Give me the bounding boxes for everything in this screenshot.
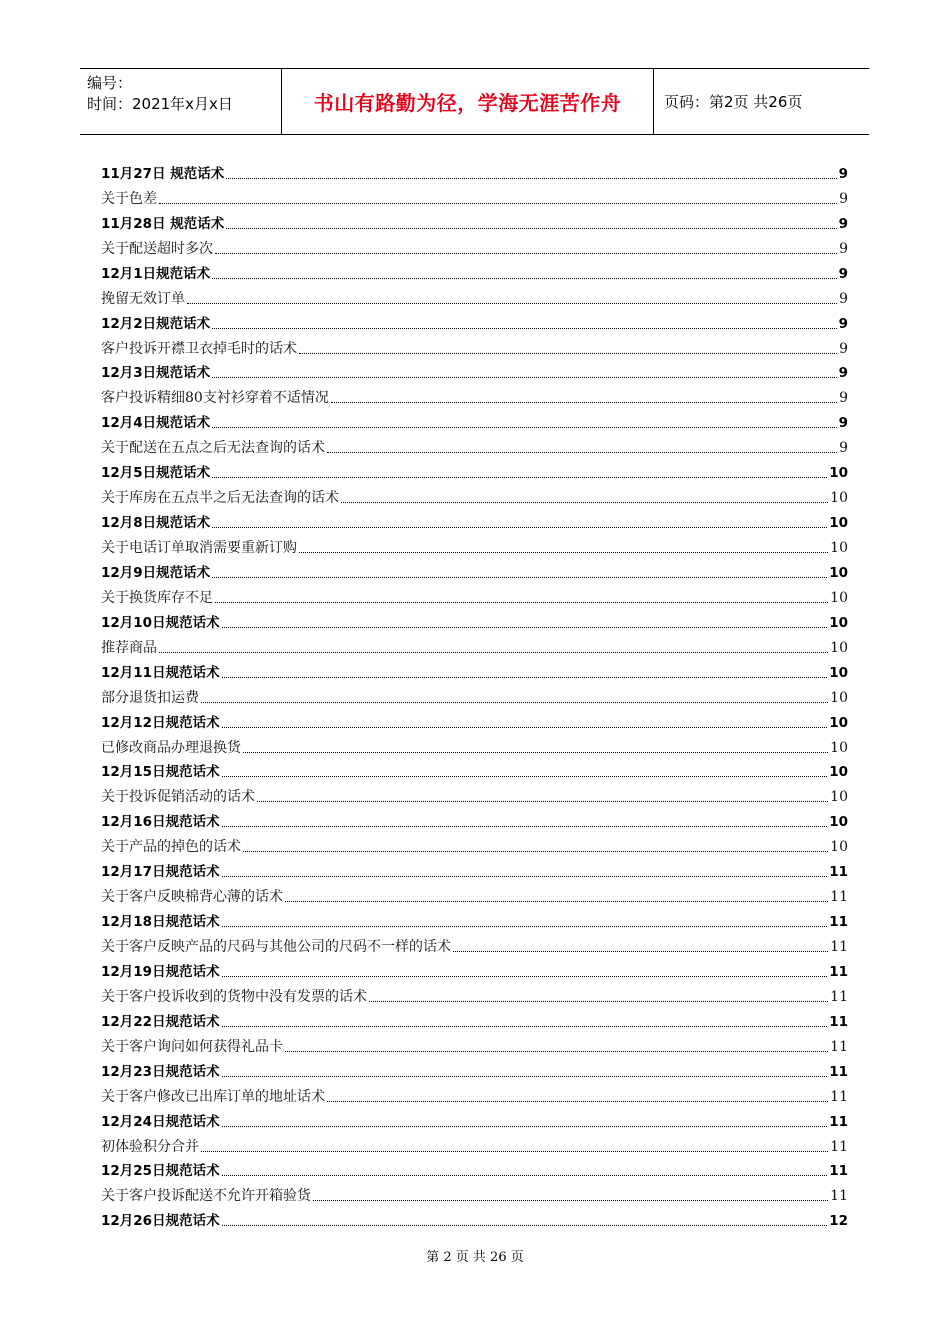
- toc-entry-page-number: 10: [830, 540, 848, 556]
- document-number-label: 编号：: [87, 74, 133, 92]
- toc-dot-leader: [331, 402, 837, 403]
- toc-dot-leader: [285, 1051, 828, 1052]
- toc-entry-heading[interactable]: [101, 1056, 848, 1081]
- toc-entry-title: 12月18日规范话术: [101, 914, 220, 931]
- toc-dot-leader: [222, 776, 828, 777]
- toc-entry-page-number: 10: [829, 614, 848, 631]
- toc-entry-title: 部分退货扣运费: [101, 689, 199, 706]
- toc-entry-subheading[interactable]: [101, 382, 848, 407]
- toc-entry-page-number: 9: [838, 415, 848, 432]
- toc-dot-leader: [159, 203, 837, 204]
- header-motto: 书山有路勤为径，学海无涯苦作舟: [281, 69, 654, 134]
- toc-dot-leader: [212, 477, 827, 478]
- toc-entry-subheading[interactable]: [101, 931, 848, 956]
- toc-dot-leader: [215, 602, 828, 603]
- toc-entry-title: 关于客户反映产品的尺码与其他公司的尺码不一样的话术: [101, 939, 451, 955]
- toc-entry-subheading[interactable]: [101, 732, 848, 757]
- toc-entry-page-number: 9: [839, 340, 848, 357]
- toc-entry-page-number: 10: [830, 789, 848, 806]
- toc-entry-heading[interactable]: [101, 1106, 848, 1131]
- toc-dot-leader: [201, 1151, 828, 1152]
- toc-entry-page-number: 9: [839, 390, 848, 407]
- toc-dot-leader: [327, 1101, 828, 1102]
- toc-dot-leader: [201, 702, 828, 703]
- toc-entry-page-number: 10: [829, 515, 848, 532]
- toc-entry-subheading[interactable]: [101, 1180, 848, 1205]
- toc-entry-title: 关于库房在五点半之后无法查询的话术: [101, 490, 339, 507]
- toc-entry-title: 12月26日规范话术: [101, 1213, 220, 1230]
- toc-entry-heading[interactable]: [101, 358, 848, 383]
- toc-entry-heading[interactable]: [101, 657, 848, 682]
- toc-entry-heading[interactable]: [101, 208, 848, 233]
- toc-dot-leader: [212, 377, 836, 378]
- toc-entry-title: 11月28日 规范话术: [101, 215, 225, 232]
- toc-entry-subheading[interactable]: [101, 333, 848, 358]
- toc-entry-title: 关于客户修改已出库订单的地址话术: [101, 1088, 325, 1105]
- toc-entry-title: 12月4日规范话术: [101, 415, 211, 432]
- toc-entry-page-number: 10: [829, 564, 848, 581]
- toc-entry-subheading[interactable]: [101, 781, 848, 806]
- toc-entry-title: 12月9日规范话术: [101, 564, 211, 581]
- toc-dot-leader: [299, 552, 828, 553]
- toc-entry-subheading[interactable]: [101, 283, 848, 308]
- toc-entry-page-number: 10: [830, 639, 848, 656]
- toc-entry-page-number: 11: [829, 1063, 848, 1080]
- toc-entry-subheading[interactable]: [101, 831, 848, 856]
- toc-entry-title: 12月23日规范话术: [101, 1063, 220, 1080]
- toc-entry-page-number: 11: [830, 1038, 848, 1055]
- toc-entry-page-number: 11: [830, 889, 848, 906]
- toc-entry-page-number: 9: [839, 190, 848, 207]
- toc-entry-title: 关于换货库存不足: [101, 589, 213, 606]
- toc-dot-leader: [212, 527, 827, 528]
- toc-dot-leader: [222, 1175, 828, 1176]
- toc-entry-page-number: 10: [829, 714, 848, 731]
- toc-entry-title: 12月16日规范话术: [101, 814, 220, 831]
- document-time-label: 时间：2021年x月x日: [87, 95, 233, 113]
- toc-entry-title: 关于产品的掉色的话术: [101, 839, 241, 856]
- toc-entry-subheading[interactable]: [101, 532, 848, 557]
- toc-entry-subheading[interactable]: [101, 1031, 848, 1056]
- toc-entry-heading[interactable]: [101, 407, 848, 432]
- toc-entry-page-number: 11: [830, 1138, 848, 1155]
- toc-entry-title: 12月1日规范话术: [101, 265, 211, 282]
- toc-entry-page-number: 9: [838, 315, 848, 332]
- toc-entry-page-number: 11: [830, 939, 848, 955]
- toc-dot-leader: [226, 178, 836, 179]
- toc-entry-page-number: 10: [830, 689, 848, 706]
- toc-entry-page-number: 11: [829, 963, 848, 980]
- toc-entry-page-number: 9: [838, 215, 848, 232]
- toc-dot-leader: [222, 677, 828, 678]
- toc-dot-leader: [222, 627, 828, 628]
- toc-entry-subheading[interactable]: [101, 233, 848, 258]
- toc-dot-leader: [243, 752, 828, 753]
- toc-entry-page-number: 11: [829, 864, 848, 881]
- toc-entry-heading[interactable]: [101, 507, 848, 532]
- toc-entry-title: 12月19日规范话术: [101, 963, 220, 980]
- toc-dot-leader: [327, 452, 837, 453]
- toc-entry-heading[interactable]: [101, 457, 848, 482]
- toc-dot-leader: [341, 502, 828, 503]
- toc-dot-leader: [212, 278, 836, 279]
- toc-entry-page-number: 10: [829, 465, 848, 482]
- toc-entry-heading[interactable]: [101, 806, 848, 831]
- toc-entry-title: 12月11日规范话术: [101, 664, 220, 681]
- toc-entry-page-number: 10: [829, 764, 848, 781]
- toc-dot-leader: [159, 652, 828, 653]
- toc-entry-heading[interactable]: [101, 557, 848, 582]
- toc-entry-page-number: 11: [830, 1088, 848, 1105]
- toc-entry-page-number: 10: [830, 589, 848, 606]
- toc-entry-page-number: 11: [829, 1113, 848, 1130]
- toc-entry-page-number: 11: [830, 1188, 848, 1205]
- toc-entry-title: 12月24日规范话术: [101, 1113, 220, 1130]
- toc-entry-title: 推荐商品: [101, 639, 157, 656]
- page-header: [80, 68, 869, 135]
- header-meta: [80, 69, 281, 134]
- toc-entry-page-number: 11: [829, 914, 848, 931]
- table-of-contents: [101, 158, 848, 1230]
- toc-entry-heading[interactable]: [101, 956, 848, 981]
- toc-entry-page-number: 9: [838, 165, 848, 182]
- toc-entry-heading[interactable]: [101, 1006, 848, 1031]
- toc-entry-heading[interactable]: [101, 856, 848, 881]
- toc-entry-subheading[interactable]: [101, 682, 848, 707]
- toc-dot-leader: [299, 353, 837, 354]
- toc-entry-title: 已修改商品办理退换货: [101, 739, 241, 756]
- toc-entry-heading[interactable]: [101, 158, 848, 183]
- toc-dot-leader: [222, 876, 828, 877]
- toc-entry-page-number: 10: [830, 839, 848, 856]
- toc-entry-subheading[interactable]: [101, 482, 848, 507]
- toc-entry-page-number: 11: [829, 1163, 848, 1180]
- toc-dot-leader: [222, 826, 828, 827]
- toc-entry-title: 客户投诉开襟卫衣掉毛时的话术: [101, 340, 297, 357]
- toc-entry-subheading[interactable]: [101, 881, 848, 906]
- toc-dot-leader: [222, 1026, 828, 1027]
- toc-entry-title: 关于客户投诉收到的货物中没有发票的话术: [101, 988, 367, 1005]
- toc-dot-leader: [222, 1225, 828, 1226]
- toc-entry-page-number: 10: [829, 664, 848, 681]
- toc-entry-subheading[interactable]: [101, 432, 848, 457]
- toc-entry-heading[interactable]: [101, 607, 848, 632]
- toc-entry-heading[interactable]: [101, 757, 848, 782]
- toc-dot-leader: [285, 901, 828, 902]
- toc-entry-title: 12月12日规范话术: [101, 714, 220, 731]
- toc-dot-leader: [215, 253, 837, 254]
- toc-entry-page-number: 9: [839, 440, 848, 457]
- toc-entry-heading[interactable]: [101, 258, 848, 283]
- toc-entry-title: 12月10日规范话术: [101, 614, 220, 631]
- toc-entry-subheading[interactable]: [101, 582, 848, 607]
- toc-dot-leader: [212, 427, 836, 428]
- toc-entry-heading[interactable]: [101, 707, 848, 732]
- toc-entry-title: 关于配送超时多次: [101, 240, 213, 257]
- toc-entry-subheading[interactable]: [101, 632, 848, 657]
- toc-entry-subheading[interactable]: [101, 1131, 848, 1156]
- toc-entry-page-number: 9: [838, 265, 848, 282]
- toc-entry-title: 关于色差: [101, 190, 157, 207]
- toc-entry-page-number: 10: [829, 814, 848, 831]
- toc-entry-subheading[interactable]: [101, 1081, 848, 1106]
- toc-entry-title: 12月25日规范话术: [101, 1163, 220, 1180]
- toc-entry-title: 12月8日规范话术: [101, 515, 211, 532]
- toc-entry-page-number: 10: [830, 739, 848, 756]
- toc-entry-page-number: 9: [838, 365, 848, 382]
- toc-dot-leader: [453, 951, 828, 952]
- toc-entry-title: 12月2日规范话术: [101, 315, 211, 332]
- toc-dot-leader: [222, 727, 828, 728]
- toc-entry-title: 挽留无效订单: [101, 290, 185, 307]
- toc-entry-title: 关于投诉促销活动的话术: [101, 789, 255, 806]
- toc-dot-leader: [222, 976, 828, 977]
- toc-dot-leader: [226, 228, 836, 229]
- toc-entry-title: 客户投诉精细80支衬衫穿着不适情况: [101, 390, 329, 407]
- toc-entry-page-number: 9: [839, 290, 848, 307]
- toc-entry-subheading[interactable]: [101, 183, 848, 208]
- toc-entry-title: 关于电话订单取消需要重新订购: [101, 540, 297, 556]
- toc-dot-leader: [222, 1076, 828, 1077]
- toc-dot-leader: [369, 1001, 828, 1002]
- toc-entry-title: 关于客户投诉配送不允许开箱验货: [101, 1188, 311, 1205]
- toc-entry-title: 初体验积分合并: [101, 1138, 199, 1155]
- page-footer: 第 2 页 共 26 页: [426, 1250, 524, 1265]
- toc-entry-heading[interactable]: [101, 906, 848, 931]
- toc-entry-page-number: 12: [829, 1213, 848, 1230]
- toc-entry-subheading[interactable]: [101, 981, 848, 1006]
- toc-entry-heading[interactable]: [101, 1156, 848, 1181]
- toc-entry-title: 12月17日规范话术: [101, 864, 220, 881]
- toc-entry-title: 12月5日规范话术: [101, 465, 211, 482]
- header-page-info: 页码：第2页 共26页: [664, 93, 803, 111]
- toc-entry-page-number: 10: [830, 490, 848, 507]
- toc-dot-leader: [243, 851, 828, 852]
- toc-dot-leader: [257, 801, 828, 802]
- toc-entry-title: 12月15日规范话术: [101, 764, 220, 781]
- toc-dot-leader: [212, 577, 827, 578]
- toc-entry-heading[interactable]: [101, 308, 848, 333]
- toc-entry-title: 关于配送在五点之后无法查询的话术: [101, 440, 325, 457]
- toc-dot-leader: [313, 1200, 828, 1201]
- toc-entry-title: 关于客户询问如何获得礼品卡: [101, 1038, 283, 1055]
- toc-dot-leader: [222, 926, 828, 927]
- toc-entry-title: 12月22日规范话术: [101, 1013, 220, 1030]
- toc-entry-title: 11月27日 规范话术: [101, 165, 225, 182]
- toc-entry-title: 关于客户反映棉背心薄的话术: [101, 889, 283, 906]
- toc-entry-page-number: 11: [829, 1013, 848, 1030]
- toc-dot-leader: [212, 328, 836, 329]
- toc-dot-leader: [187, 303, 837, 304]
- toc-entry-page-number: 9: [839, 240, 848, 257]
- toc-entry-page-number: 11: [830, 988, 848, 1005]
- toc-dot-leader: [222, 1126, 828, 1127]
- toc-entry-heading[interactable]: [101, 1205, 848, 1230]
- toc-entry-title: 12月3日规范话术: [101, 365, 211, 382]
